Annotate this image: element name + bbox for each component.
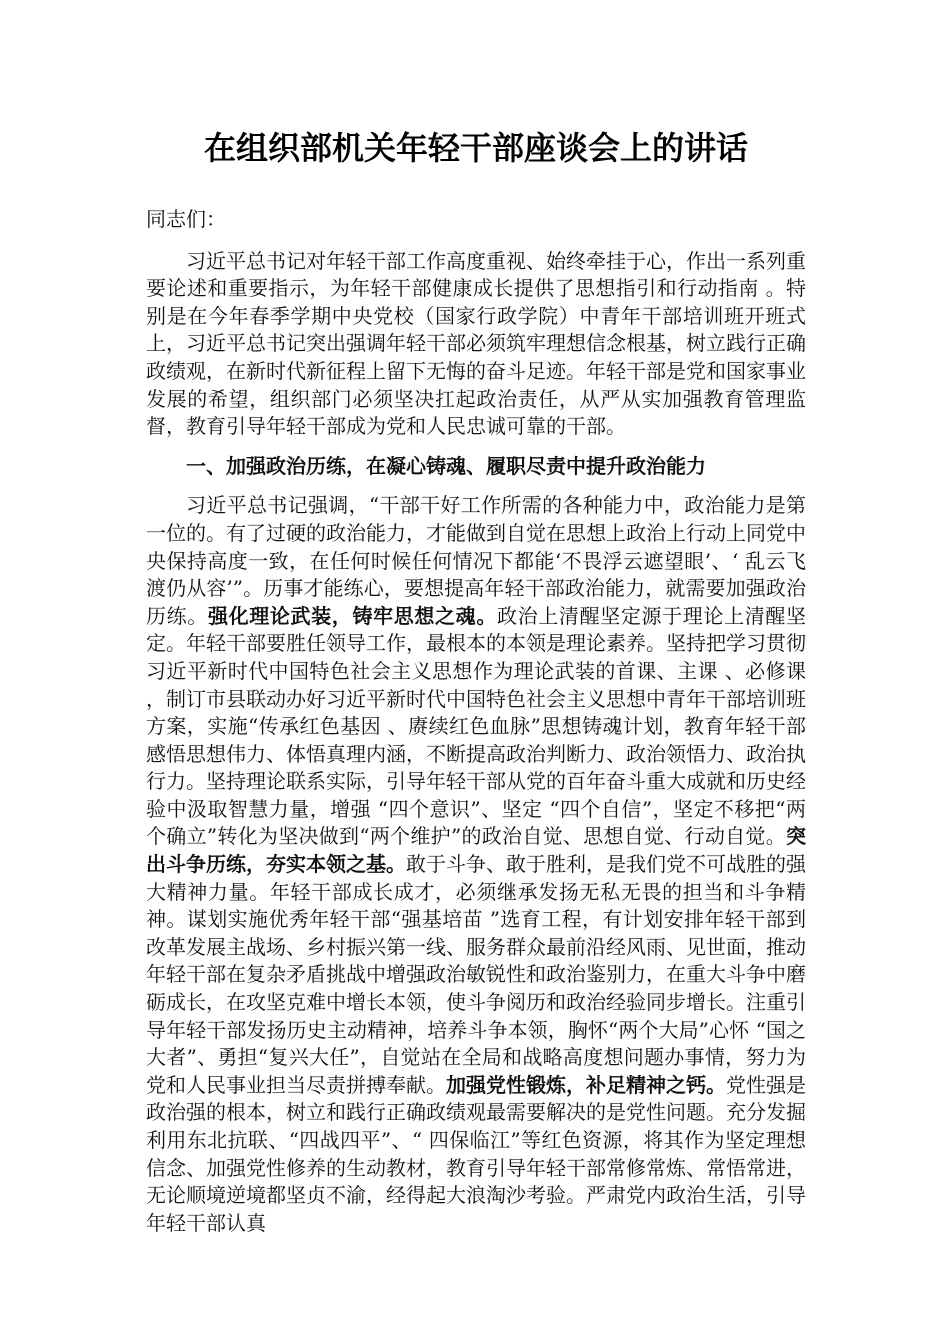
- document-body: [146, 126, 806, 1237]
- intro-paragraph: 习近平总书记对年轻干部工作高度重视、始终牵挂于心，作出一系列重要论述和重要指示，为年轻干部健康成长提供了思想指引和行动指南 。特别是在今年春季学期中央党校（国家行政学院）中青年干部培训班开班式上，习近平总书记突出强调年轻干部必须筑牢理想信念根基，树立践行正确政绩观，在新时代新征程上留下无悔的奋斗足迹。年轻干部是党和国家事业发展的希望，组织部门必须坚决扛起政治责任，从严从实加强教育管理监督，教育引导年轻干部成为党和人民忠诚可靠的干部。: [146, 248, 806, 439]
- section-1-heading: 一、加强政治历练，在凝心铸魂、履职尽责中提升政治能力: [186, 453, 706, 478]
- section-1-text-1: 习近平总书记强调，“干部干好工作所需的各种能力中，政治能力是第一位的。有了过硬的政治能力，才能做到自觉在思想上政治上行动上同党中央保持高度一致，在任何时候任何情况下都能‘不畏浮云遮望眼’、‘ 乱云飞渡仍从容’”。历事才能练心，要想提高年轻干部政治能力，就需要加强政治历练。: [146, 493, 806, 628]
- section-1-text-2: 政治上清醒坚定源于理论上清醒坚定。年轻干部要胜任领导工作，最根本的本领是理论素养。坚持把学习贯彻习近平新时代中国特色社会主义思想作为理论武装的首课、主课 、必修课 ，制订市县联动办好习近平新时代中国特色社会主义思想中青年干部培训班方案，实施“传承红色基因 、赓续红色血脉”思想铸魂计划，教育年轻干部感悟思想伟力、体悟真理内涵，不断提高政治判断力、政治领悟力、政治执行力。坚持理论联系实际，引导年轻干部从党的百年奋斗重大成就和历史经验中汲取智慧力量，增强 “四个意识”、坚定 “四个自信”，坚定不移把“两个确立”转化为坚决做到“两个维护”的政治自觉、思想自觉、行动自觉。: [146, 603, 807, 849]
- section-1-bold-1: 强化理论武装，铸牢思想之魂。: [207, 603, 497, 628]
- section-1-text-3: 敢于斗争、敢于胜利，是我们党不可战胜的强大精神力量。年轻干部成长成才，必须继承发扬无私无畏的担当和斗争精神。谋划实施优秀年轻干部“强基培苗 ”选育工程，有计划安排年轻干部到改革发展主战场、乡村振兴第一线、服务群众最前沿经风雨、见世面，推动年轻干部在复杂矛盾挑战中增强政治敏锐性和政治鉴别力，在重大斗争中磨砺成长，在攻坚克难中增长本领，使斗争阅历和政治经验同步增长。注重引导年轻干部发扬历史主动精神，培养斗争本领，胸怀“两个大局”心怀 “国之大者”、勇担“复兴大任”，自觉站在全局和战略高度想问题办事情，努力为党和人民事业担当尽责拼搏奉献。: [146, 852, 806, 1097]
- section-1-paragraph: [146, 492, 806, 1237]
- section-1-text-4: 党性强是政治强的根本，树立和践行正确政绩观最需要解决的是党性问题。充分发掘利用东北抗联、“四战四平”、“ 四保临江”等红色资源，将其作为坚定理想信念、加强党性修养的生动教材，教育引导年轻干部常修常炼、常悟常进，无论顺境逆境都坚贞不渝，经得起大浪淘沙考验。严肃党内政治生活，引导年轻干部认真: [146, 1072, 806, 1235]
- section-1-bold-2: 突出斗争历练，夯实本领之基。: [146, 824, 806, 877]
- greeting: 同志们：: [146, 207, 226, 231]
- document-title: 在组织部机关年轻干部座谈会上的讲话: [203, 129, 748, 167]
- section-1-bold-3: 加强党性锻炼，补足精神之钙。: [446, 1072, 726, 1097]
